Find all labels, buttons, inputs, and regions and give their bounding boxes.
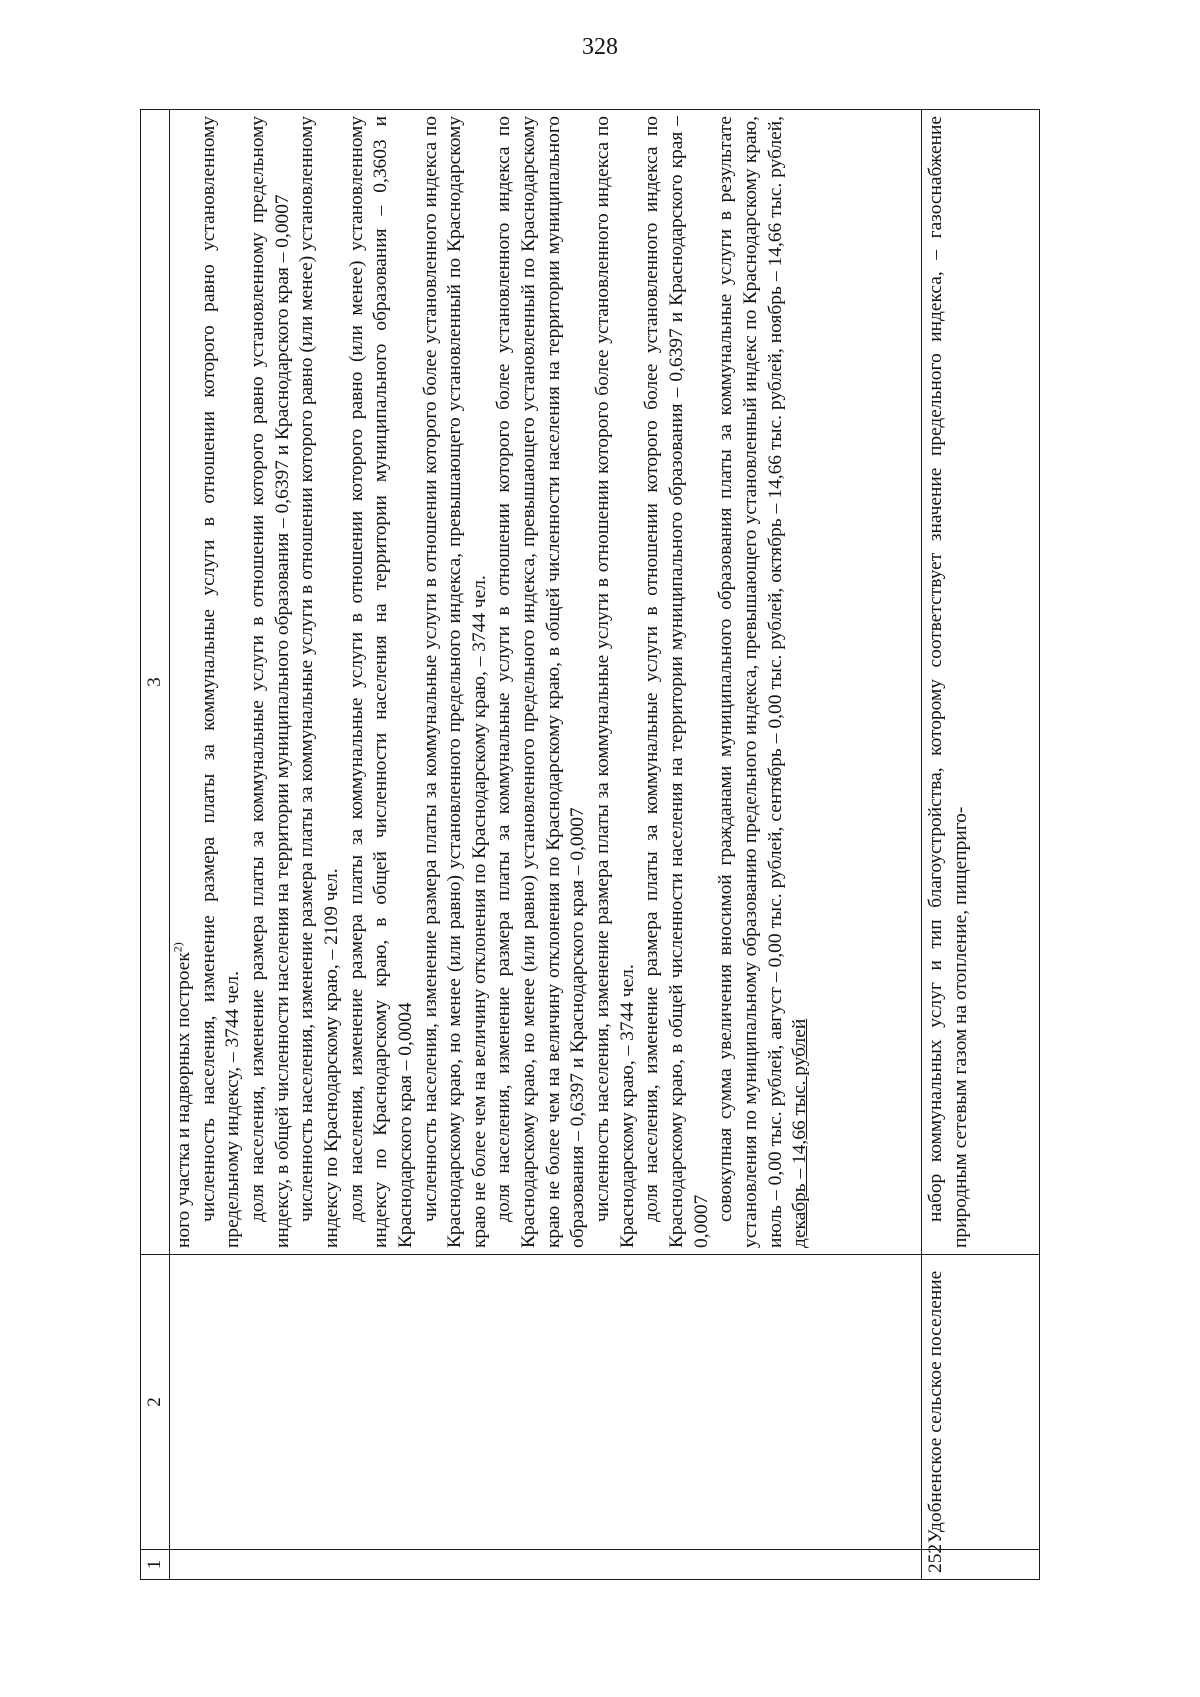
- paragraph-0: ного участка и надворных построек$^{2)}$: [170, 942, 195, 1248]
- column-header-3: 3: [141, 110, 170, 1255]
- table-row: [922, 110, 1040, 1580]
- page-number: 328: [582, 34, 618, 60]
- rotated-table-container: [140, 110, 1040, 1580]
- paragraph-sum: совокупная сумма увеличения вносимой гражданами муниципального образования платы за коммунальные услуги в результате установления по муниципальному образованию предельного индекса, превышающего установленный индекс по Краснодарскому краю, июль – 0,00 тыс. рублей, август – 0,00 тыс. рублей, сентябрь – 0,00 тыс. рублей, октябрь – 14,66 тыс. рублей, ноябрь – 14,66 тыс. рублей, декабрь – 14,66 тыс. рублей: [715, 116, 811, 1248]
- cell-number-empty: [170, 1550, 922, 1580]
- paragraph-2: доля населения, изменение размера платы за коммунальные услуги в отношении которого равно установленному предельному индексу, в общей численности населения на территории муниципального образования – 0,6397 и Краснодарского края – 0,0007: [247, 116, 293, 1248]
- paragraph-8: доля населения, изменение размера платы за коммунальные услуги в отношении которого более установленного индекса по Краснодарскому краю, в общей численности населения на территории муниципального образования – 0,6397 и Краснодарского края – 0,0007: [641, 116, 712, 1248]
- paragraph-6: доля населения, изменение размера платы за коммунальные услуги в отношении которого более установленного индекса по Краснодарскому краю, но менее (или равно) установленного предельного индекса, превышающего установленный по Краснодарскому краю не более чем на величину отклонения по Краснодарскому краю, в общей численности населения на территории муниципального образования – 0,6397 и Краснодарского края – 0,0007: [493, 116, 589, 1248]
- underlined-total: декабрь – 14,66 тыс. рублей: [789, 1018, 811, 1248]
- column-header-2: 2: [141, 1255, 170, 1550]
- paragraph-3: численность населения, изменение размера платы за коммунальные услуги в отношении которого равно (или менее) установленному индексу по Краснодарскому краю, – 2109 чел.: [296, 116, 342, 1248]
- table-row-continuation: [170, 110, 922, 1580]
- paragraph-row-252: набор коммунальных услуг и тип благоустройства, которому соответствует значение предельного индекса, – газоснабжение природным сетевым газом на отопление, пищеприго-: [925, 116, 971, 1248]
- table-header-row: [141, 110, 170, 1580]
- cell-name-empty: [170, 1255, 922, 1550]
- paragraph-1: численность населения, изменение размера платы за коммунальные услуги в отношении которого равно установленному предельному индексу, – 3744 чел.: [197, 116, 244, 1248]
- cell-description: [170, 110, 922, 1255]
- paragraph-4: доля населения, изменение размера платы за коммунальные услуги в отношении которого равно (или менее) установленному индексу по Краснодарскому краю, в общей численности населения на территории муниципального образования – 0,3603 и Краснодарского края – 0,0004: [345, 116, 416, 1248]
- paragraph-7: численность населения, изменение размера платы за коммунальные услуги в отношении которого более установленного индекса по Краснодарскому краю, – 3744 чел.: [592, 116, 638, 1248]
- row-number: 252: [922, 1550, 1040, 1580]
- municipality-name: Удобненское сельское поселение: [922, 1255, 1040, 1550]
- column-header-1: 1: [141, 1550, 170, 1580]
- data-table: [140, 109, 1040, 1580]
- paragraph-5: численность населения, изменение размера платы за коммунальные услуги в отношении которого более установленного индекса по Краснодарскому краю, но менее (или равно) установленного предельного индекса, превышающего установленный по Краснодарскому краю не более чем на величину отклонения по Краснодарскому краю, – 3744 чел.: [419, 116, 490, 1248]
- footnote-marker: 2): [170, 942, 185, 953]
- row-description: [922, 110, 1040, 1255]
